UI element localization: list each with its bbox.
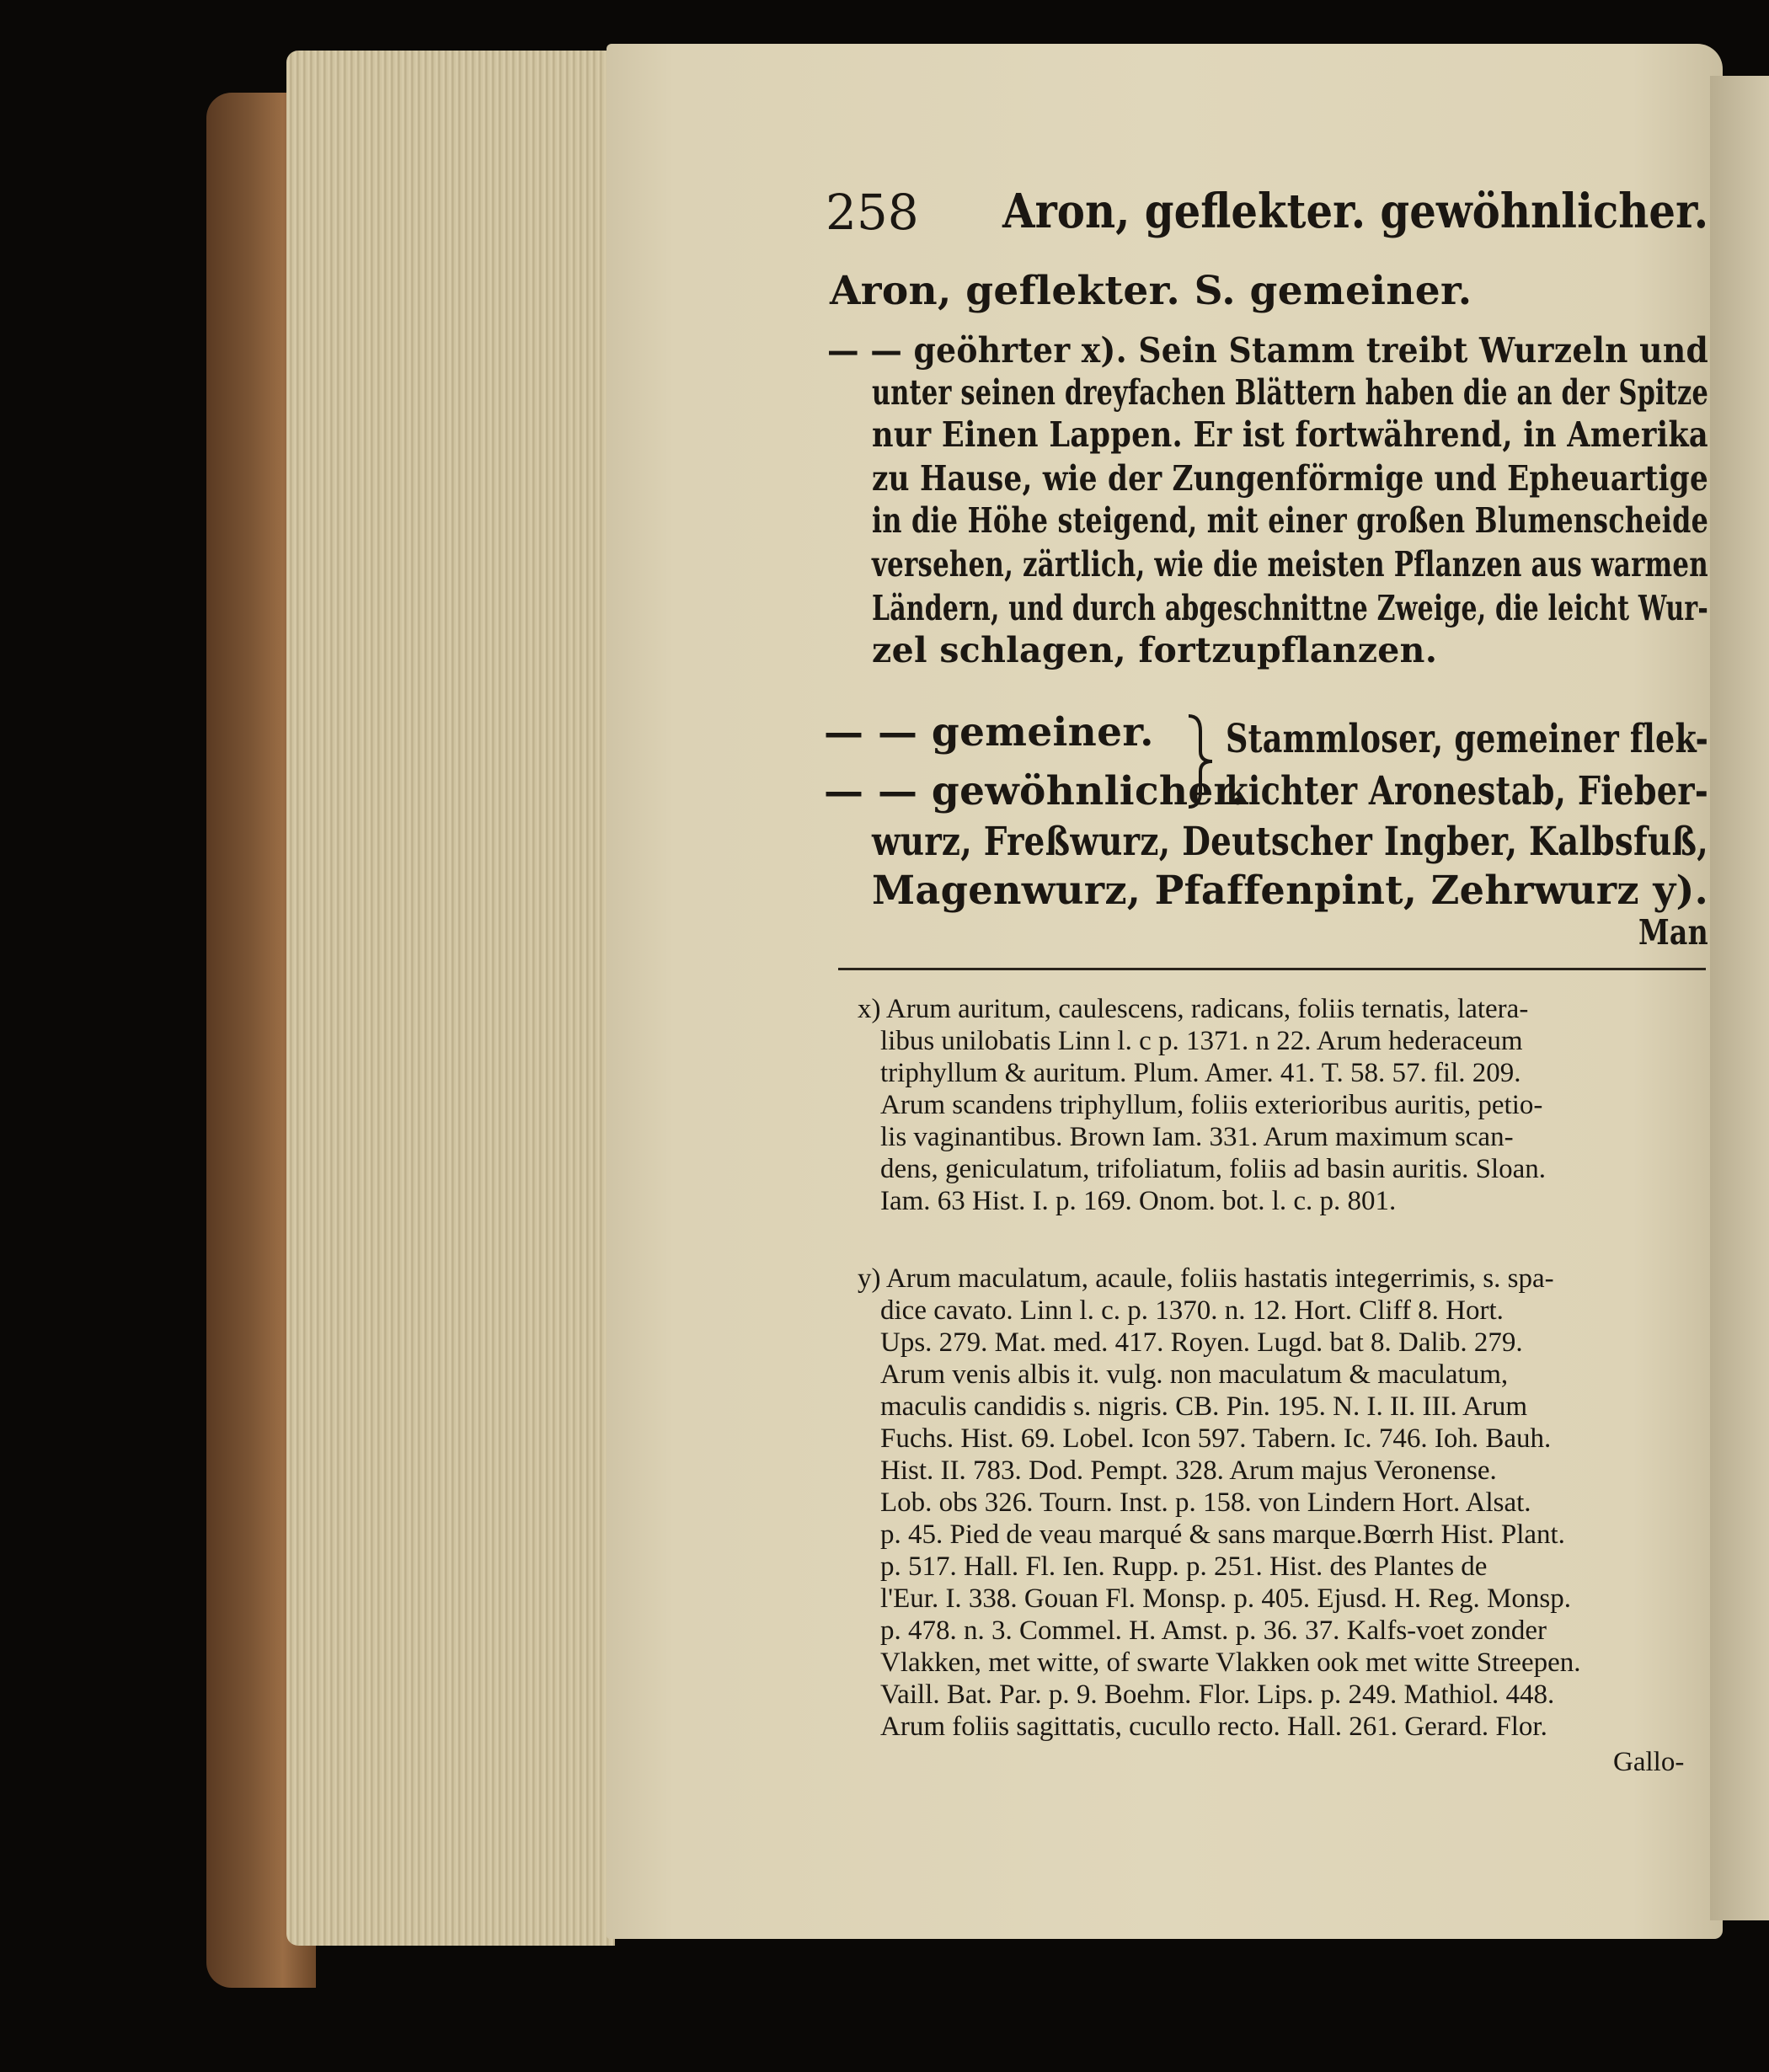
catchword: Man (1638, 912, 1708, 953)
entry-line: in die Höhe steigend, mit einer großen Blumenscheide (872, 500, 1709, 541)
footnote-separator-rule (838, 968, 1706, 970)
footnote-line: maculis candidis s. nigris. CB. Pin. 195. N. I. II. III. Arum (880, 1391, 1528, 1422)
footnote-line: Lob. obs 326. Tourn. Inst. p. 158. von Lindern Hort. Alsat. (880, 1487, 1531, 1518)
entry-heading: Aron, geflekter. S. gemeiner. (830, 268, 1472, 314)
footnote-line: dice cavato. Linn l. c. p. 1370. n. 12. Hort. Cliff 8. Hort. (880, 1295, 1504, 1326)
footnote-line: Arum venis albis it. vulg. non maculatum & maculatum, (880, 1359, 1509, 1390)
footnote-line: x) Arum auritum, caulescens, radicans, foliis ternatis, latera- (858, 994, 1529, 1024)
footnote-line: y) Arum maculatum, acaule, foliis hastatis integerrimis, s. spa- (858, 1263, 1554, 1294)
entry-line: wurz, Freßwurz, Deutscher Ingber, Kalbsfuß, (872, 819, 1709, 865)
footnote-line: l'Eur. I. 338. Gouan Fl. Monsp. p. 405. Ejusd. H. Reg. Monsp. (880, 1583, 1571, 1614)
footnote-line: p. 517. Hall. Fl. Ien. Rupp. p. 251. Hist. des Plantes de (880, 1551, 1488, 1582)
footnote-line: Vaill. Bat. Par. p. 9. Boehm. Flor. Lips. p. 249. Mathiol. 448. (880, 1679, 1555, 1710)
footnote-line: libus unilobatis Linn l. c p. 1371. n 22. Arum hederaceum (880, 1026, 1523, 1056)
footnote-line: Vlakken, met witte, of swarte Vlakken ook met witte Streepen. (880, 1647, 1581, 1678)
entry-line: — — geöhrter x). Sein Stamm treibt Wurzeln und (827, 330, 1709, 371)
footnote-line: dens, geniculatum, trifoliatum, foliis ad basin auritis. Sloan. (880, 1154, 1547, 1184)
footnote-line: p. 45. Pied de veau marqué & sans marque.Bœrrh Hist. Plant. (880, 1519, 1565, 1550)
entry-line: zu Hause, wie der Zungenförmige und Epheuartige (872, 458, 1708, 499)
entry-line: zel schlagen, fortzupflanzen. (872, 630, 1438, 670)
footnote-line: Hist. II. 783. Dod. Pempt. 328. Arum majus Veronense. (880, 1455, 1497, 1486)
running-title: Aron, geflekter. gewöhnlicher. (1002, 184, 1709, 239)
entry-line: unter seinen dreyfachen Blättern haben die an der Spitze (872, 372, 1709, 413)
bracket-item: — — gemeiner. (824, 709, 1154, 756)
footnote-line: p. 478. n. 3. Commel. H. Amst. p. 36. 37. Kalfs-voet zonder (880, 1615, 1547, 1646)
footnote-catchword: Gallo- (1613, 1747, 1685, 1777)
page-number: 258 (826, 184, 919, 241)
entry-line: nur Einen Lappen. Er ist fortwährend, in Amerika (872, 414, 1708, 455)
page-edges (286, 51, 615, 1946)
footnote-line: Ups. 279. Mat. med. 417. Royen. Lugd. bat 8. Dalib. 279. (880, 1327, 1523, 1358)
curly-bracket (1184, 714, 1217, 809)
footnote-line: triphyllum & auritum. Plum. Amer. 41. T. 58. 57. fil. 209. (880, 1058, 1521, 1088)
entry-line: Stammloser, gemeiner flek- (1226, 716, 1709, 762)
footnote-line: Iam. 63 Hist. I. p. 169. Onom. bot. l. c. p. 801. (880, 1186, 1397, 1216)
entry-line: versehen, zärtlich, wie die meisten Pflanzen aus warmen (872, 544, 1708, 585)
bracket-item: — — gewöhnlicher. (824, 768, 1245, 814)
footnote-line: Fuchs. Hist. 69. Lobel. Icon 597. Tabern. Ic. 746. Ioh. Bauh. (880, 1423, 1552, 1454)
entry-line: Magenwurz, Pfaffenpint, Zehrwurz y). (872, 868, 1709, 914)
entry-line: kichter Aronestab, Fieber- (1226, 768, 1708, 814)
footnote-line: Arum foliis sagittatis, cucullo recto. Hall. 261. Gerard. Flor. (880, 1712, 1547, 1742)
entry-line: Ländern, und durch abgeschnittne Zweige, die leicht Wur- (872, 588, 1708, 628)
facing-page-edge (1710, 76, 1769, 1920)
footnote-line: lis vaginantibus. Brown Iam. 331. Arum maximum scan- (880, 1122, 1514, 1152)
footnote-line: Arum scandens triphyllum, foliis exterioribus auritis, petio- (880, 1090, 1543, 1120)
